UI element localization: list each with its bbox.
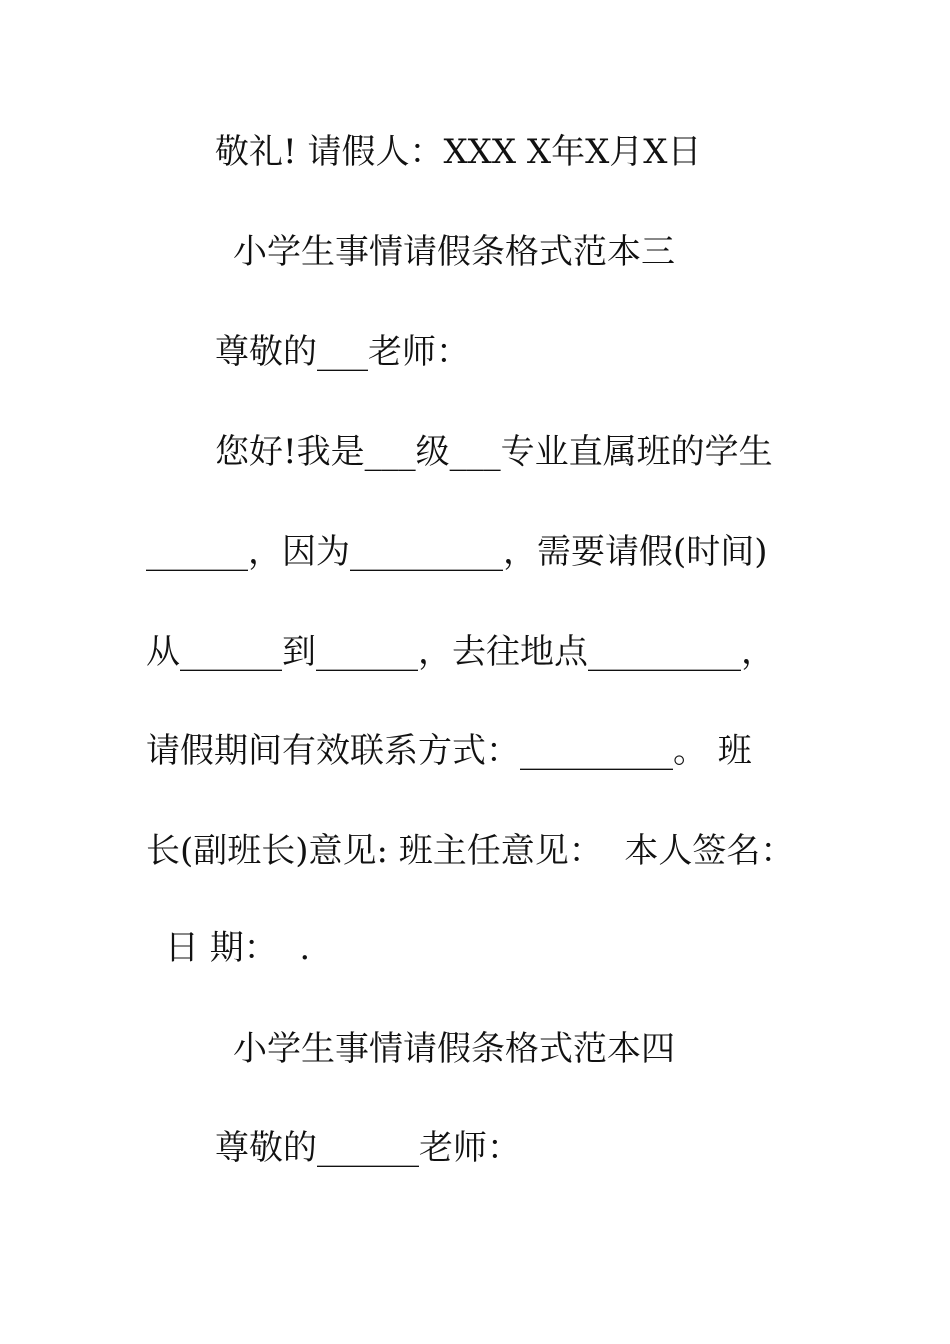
closing-signature-line: 敬礼! 请假人：XXX X年X月X日: [215, 132, 702, 172]
date-line: 日 期： .: [165, 928, 311, 968]
salutation-line: 尊敬的___老师：: [215, 332, 470, 372]
salutation-line-2: 尊敬的______老师：: [215, 1128, 521, 1168]
body-line-3: 从______到______，去往地点_________，: [146, 632, 775, 672]
body-line-4: 请假期间有效联系方式：_________。 班: [146, 731, 752, 771]
opinion-line: 长(副班长)意见: 班主任意见： 本人签名：: [146, 831, 795, 871]
body-line-2: ______，因为_________，需要请假(时间): [146, 532, 768, 572]
body-line-1: 您好!我是___级___专业直属班的学生: [215, 432, 773, 472]
section-title-3: 小学生事情请假条格式范本三: [233, 232, 675, 272]
section-title-4: 小学生事情请假条格式范本四: [233, 1029, 675, 1069]
